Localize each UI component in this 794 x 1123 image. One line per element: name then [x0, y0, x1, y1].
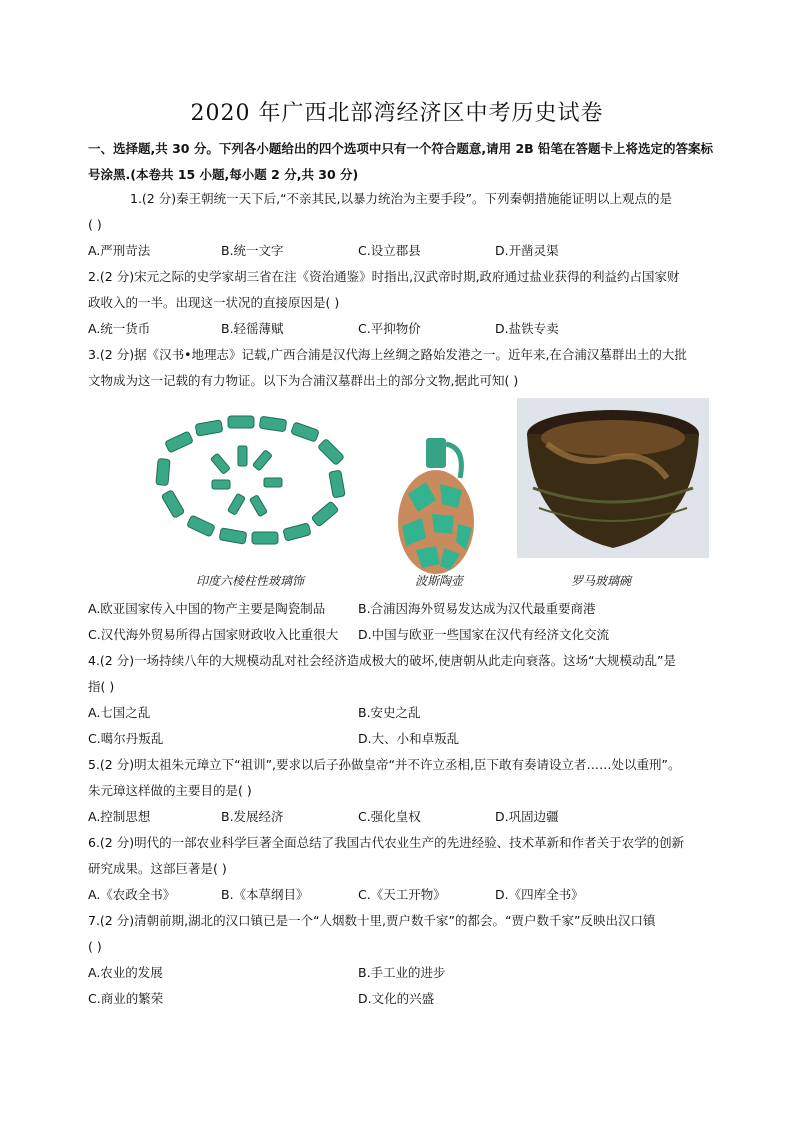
option-c[interactable]: C.平抑物价	[358, 321, 421, 336]
option-c[interactable]: C.强化皇权	[358, 809, 421, 824]
option-a[interactable]: A.七国之乱	[88, 705, 151, 720]
glass-ornament-image	[146, 406, 356, 556]
question-7-stem-cont: ( )	[88, 939, 102, 954]
question-5-options	[88, 804, 720, 830]
question-3-stem: 3.(2 分)据《汉书•地理志》记载,广西合浦是汉代海上丝绸之路始发港之一。近年来,在合浦汉墓群出土的大批	[88, 347, 687, 362]
option-c[interactable]: C.噶尔丹叛乱	[88, 731, 164, 746]
option-d[interactable]: D.文化的兴盛	[358, 991, 435, 1006]
question-6-options	[88, 882, 720, 908]
option-a[interactable]: A.农业的发展	[88, 965, 163, 980]
option-a[interactable]: A.欧亚国家传入中国的物产主要是陶瓷制品	[88, 601, 326, 616]
option-b[interactable]: B.统一文字	[221, 243, 284, 258]
option-d[interactable]: D.盐铁专卖	[495, 321, 559, 336]
option-d[interactable]: D.开凿灵渠	[495, 243, 559, 258]
question-3-options-row2	[88, 622, 720, 648]
question-4-options-row2	[88, 726, 720, 752]
section-header: 一、选择题,共 30 分。下列各小题给出的四个选项中只有一个符合题意,请用 2B 铅笔在答题卡上将选定的答案标号涂黑.(本卷共 15 小题,每小题 2 分,共 30 分)	[88, 141, 714, 182]
artifact-images	[0, 396, 794, 596]
option-b[interactable]: B.安史之乱	[358, 705, 421, 720]
question-2-options	[88, 316, 720, 342]
question-2-stem-cont: 政收入的一半。出现这一状况的直接原因是( )	[88, 295, 340, 310]
question-4-stem-cont: 指( )	[88, 679, 115, 694]
option-d[interactable]: D.《四库全书》	[495, 887, 584, 902]
caption-persian-jar: 波斯陶壶	[415, 574, 464, 588]
option-b[interactable]: B.《本草纲目》	[221, 887, 309, 902]
question-7-stem: 7.(2 分)清朝前期,湖北的汉口镇已是一个“人烟数十里,贾户数千家”的都会。“贾户数千家”反映出汉口镇	[88, 913, 656, 928]
option-d[interactable]: D.大、小和卓叛乱	[358, 731, 460, 746]
question-3-stem-cont: 文物成为这一记载的有力物证。以下为合浦汉墓群出土的部分文物,据此可知( )	[88, 373, 519, 388]
question-2-stem: 2.(2 分)宋元之际的史学家胡三省在注《资治通鉴》时指出,汉武帝时期,政府通过盐业获得的利益约占国家财	[88, 269, 680, 284]
question-1-stem: 1.(2 分)秦王朝统一天下后,“不亲其民,以暴力统治为主要手段”。下列秦朝措施能证明以上观点的是	[130, 191, 673, 206]
question-7-options-row2	[88, 986, 720, 1012]
question-5-stem: 5.(2 分)明太祖朱元璋立下“祖训”,要求以后子孙做皇帝“并不许立丞相,臣下敢有奏请设立者……处以重刑”。	[88, 757, 681, 772]
option-c[interactable]: C.汉代海外贸易所得占国家财政收入比重很大	[88, 627, 339, 642]
caption-glass-ornament: 印度六棱柱性玻璃饰	[196, 574, 305, 588]
question-6-stem-cont: 研究成果。这部巨著是( )	[88, 861, 227, 876]
question-1-stem-cont: ( )	[88, 217, 102, 232]
roman-glass-bowl-image	[517, 398, 709, 558]
option-b[interactable]: B.轻徭薄赋	[221, 321, 284, 336]
page-title: 2020 年广西北部湾经济区中考历史试卷	[190, 101, 604, 126]
option-c[interactable]: C.商业的繁荣	[88, 991, 164, 1006]
persian-jar-image	[396, 438, 478, 576]
option-a[interactable]: A.统一货币	[88, 321, 151, 336]
question-1-options	[88, 238, 720, 264]
question-4-stem: 4.(2 分)一场持续八年的大规模动乱对社会经济造成极大的破坏,使唐朝从此走向衰落。这场“大规模动乱”是	[88, 653, 677, 668]
option-b[interactable]: B.手工业的进步	[358, 965, 446, 980]
option-b[interactable]: B.合浦因海外贸易发达成为汉代最重要商港	[358, 601, 596, 616]
option-d[interactable]: D.巩固边疆	[495, 809, 559, 824]
option-d[interactable]: D.中国与欧亚一些国家在汉代有经济文化交流	[358, 627, 610, 642]
question-6-stem: 6.(2 分)明代的一部农业科学巨著全面总结了我国古代农业生产的先进经验、技术革新和作者关于农学的创新	[88, 835, 685, 850]
option-b[interactable]: B.发展经济	[221, 809, 284, 824]
option-c[interactable]: C.《天工开物》	[358, 887, 446, 902]
caption-roman-bowl: 罗马玻璃碗	[571, 574, 632, 588]
question-5-stem-cont: 朱元璋这样做的主要目的是( )	[88, 783, 252, 798]
option-c[interactable]: C.设立郡县	[358, 243, 421, 258]
question-7-options-row1	[88, 960, 720, 986]
option-a[interactable]: A.《农政全书》	[88, 887, 176, 902]
option-a[interactable]: A.严刑苛法	[88, 243, 151, 258]
question-4-options-row1	[88, 700, 720, 726]
question-3-options-row1	[88, 596, 720, 622]
option-a[interactable]: A.控制思想	[88, 809, 151, 824]
